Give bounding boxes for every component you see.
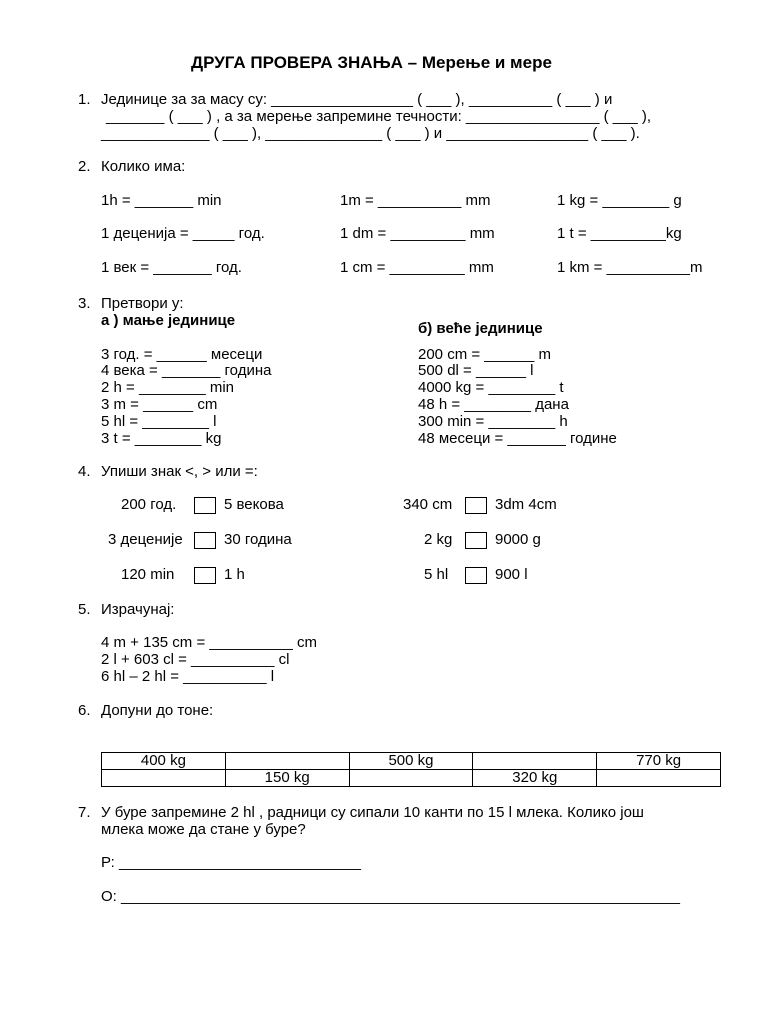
q3-left-item: 3 m = ______ cm — [101, 396, 218, 413]
question-number-1: 1. — [78, 91, 91, 108]
q2-item: 1 деценија = _____ год. — [101, 225, 265, 242]
q2-item: 1 век = _______ год. — [101, 259, 242, 276]
question-number-5: 5. — [78, 601, 91, 618]
q5-line: 4 m + 135 cm = __________ cm — [101, 634, 317, 651]
q2-item: 1m = __________ mm — [340, 192, 491, 209]
question-number-7: 7. — [78, 804, 91, 821]
sign-answer-box[interactable] — [465, 567, 487, 584]
q4-left-value: 200 год. — [121, 496, 177, 513]
table-cell[interactable] — [102, 770, 226, 787]
question-number-2: 2. — [78, 158, 91, 175]
q4-right-value: 9000 g — [495, 531, 541, 548]
sign-answer-box[interactable] — [194, 532, 216, 549]
q3-left-item: 3 год. = ______ месеци — [101, 346, 263, 363]
q4-right-value: 30 година — [224, 531, 292, 548]
q1-line-2: _______ ( ___ ) , а за мерење запремине течности: ________________ ( ___ ), — [106, 108, 652, 125]
q4-right-value: 5 векова — [224, 496, 284, 513]
answer-line[interactable]: О: ___________________________________________________________________ — [101, 888, 680, 905]
q3-left-item: 4 века = _______ година — [101, 362, 272, 379]
q2-item: 1h = _______ min — [101, 192, 222, 209]
q4-left-value: 5 hl — [424, 566, 449, 583]
q4-left-value: 3 деценије — [108, 531, 183, 548]
question-number-4: 4. — [78, 463, 91, 480]
q1-line-3: _____________ ( ___ ), ______________ ( ___ ) и _________________ ( ___ ). — [101, 125, 640, 142]
table-cell[interactable] — [349, 770, 473, 787]
q4-label: Упиши знак <, > или =: — [101, 463, 258, 480]
table-row — [102, 753, 721, 770]
table-cell: 500 kg — [349, 753, 473, 770]
table-cell[interactable] — [473, 753, 597, 770]
question-number-3: 3. — [78, 295, 91, 312]
q7-line-2: млека може да стане у буре? — [101, 821, 306, 838]
q3-right-item: 300 min = ________ h — [418, 413, 568, 430]
q4-left-value: 2 kg — [424, 531, 453, 548]
q1-line-1: Јединице за за масу су: _________________ ( ___ ), __________ ( ___ ) и — [101, 91, 613, 108]
q4-right-value: 900 l — [495, 566, 528, 583]
sign-answer-box[interactable] — [465, 497, 487, 514]
q2-item: 1 dm = _________ mm — [340, 225, 495, 242]
q2-label: Колико има: — [101, 158, 186, 175]
q3-right-item: 4000 kg = ________ t — [418, 379, 564, 396]
table-cell: 320 kg — [473, 770, 597, 787]
sign-answer-box[interactable] — [465, 532, 487, 549]
sign-answer-box[interactable] — [194, 567, 216, 584]
q3-left-item: 2 h = ________ min — [101, 379, 235, 396]
table-cell: 400 kg — [102, 753, 226, 770]
q4-left-value: 340 cm — [403, 496, 453, 513]
q3-left-item: 5 hl = ________ l — [101, 413, 217, 430]
q3-left-item: 3 t = ________ kg — [101, 430, 222, 447]
table-row — [102, 770, 721, 787]
table-cell: 770 kg — [597, 753, 721, 770]
q2-item: 1 kg = ________ g — [557, 192, 682, 209]
q6-label: Допуни до тоне: — [101, 702, 214, 719]
q2-item: 1 km = __________m — [557, 259, 703, 276]
q2-item: 1 cm = _________ mm — [340, 259, 494, 276]
q3-label: Претвори у: — [101, 295, 184, 312]
page-title: ДРУГА ПРОВЕРА ЗНАЊА – Мерење и мере — [191, 53, 552, 72]
q3-right-item: 48 h = ________ дана — [418, 396, 569, 413]
q4-left-value: 120 min — [121, 566, 175, 583]
solution-line[interactable]: Р: _____________________________ — [101, 854, 361, 871]
q3-right-item: 200 cm = ______ m — [418, 346, 552, 363]
question-number-6: 6. — [78, 702, 91, 719]
q7-line-1: У буре запремине 2 hl , радници су сипали 10 канти по 15 l млека. Колико још — [101, 804, 644, 821]
q5-line: 2 l + 603 cl = __________ cl — [101, 651, 290, 668]
sign-answer-box[interactable] — [194, 497, 216, 514]
table-cell[interactable] — [225, 753, 349, 770]
q5-line: 6 hl – 2 hl = __________ l — [101, 668, 275, 685]
tone-table — [101, 752, 721, 787]
q3-right-item: 48 месеци = _______ године — [418, 430, 617, 447]
table-cell: 150 kg — [225, 770, 349, 787]
q2-item: 1 t = _________kg — [557, 225, 682, 242]
q4-right-value: 3dm 4cm — [495, 496, 557, 513]
q4-right-value: 1 h — [224, 566, 245, 583]
table-cell[interactable] — [597, 770, 721, 787]
q3-right-item: 500 dl = ______ l — [418, 362, 534, 379]
q5-label: Израчунај: — [101, 601, 175, 618]
q3-left-heading: а ) мање јединице — [101, 312, 236, 329]
q3-right-heading: б) веће јединице — [418, 320, 543, 337]
